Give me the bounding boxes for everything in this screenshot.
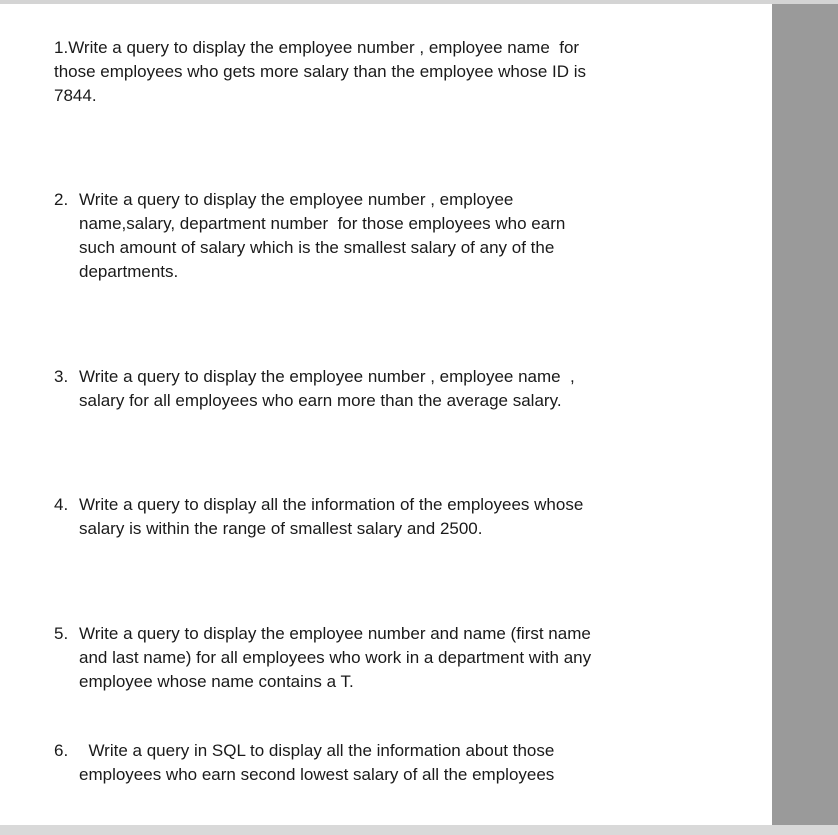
- question-line: Write a query in SQL to display all the information about those: [79, 741, 555, 760]
- question-line: such amount of salary which is the smallest salary of any of the: [79, 238, 555, 257]
- question-line: Write a query to display the employee number and name (first name: [79, 624, 591, 643]
- question-5: [54, 622, 674, 694]
- question-number: 3.: [54, 367, 69, 386]
- question-line: employees who earn second lowest salary of all the employees: [79, 765, 555, 784]
- question-number: 2.: [54, 190, 69, 209]
- question-line: those employees who gets more salary than the employee whose ID is: [54, 62, 586, 81]
- question-line: salary is within the range of smallest salary and 2500.: [79, 519, 483, 538]
- question-4: [54, 493, 674, 541]
- question-line: salary for all employees who earn more than the average salary.: [79, 391, 562, 410]
- question-1: [54, 36, 674, 108]
- question-line: Write a query to display the employee number , employee: [79, 190, 514, 209]
- document-page[interactable]: [0, 4, 772, 825]
- question-number: 4.: [54, 495, 69, 514]
- question-number: 5.: [54, 624, 69, 643]
- question-line: Write a query to display the employee number , employee name for: [68, 38, 580, 57]
- question-line: 7844.: [54, 86, 97, 105]
- question-number: 1.: [54, 38, 69, 57]
- side-panel: [772, 4, 838, 825]
- bottom-scroll-area[interactable]: [0, 825, 838, 835]
- question-line: Write a query to display the employee number , employee name ,: [79, 367, 575, 386]
- question-line: name,salary, department number for those employees who earn: [79, 214, 566, 233]
- question-line: employee whose name contains a T.: [79, 672, 354, 691]
- question-line: and last name) for all employees who work in a department with any: [79, 648, 592, 667]
- question-number: 6.: [54, 741, 69, 760]
- question-6: [54, 739, 674, 787]
- question-line: departments.: [79, 262, 179, 281]
- question-3: [54, 365, 674, 413]
- question-line: Write a query to display all the information of the employees whose: [79, 495, 584, 514]
- question-2: [54, 188, 674, 284]
